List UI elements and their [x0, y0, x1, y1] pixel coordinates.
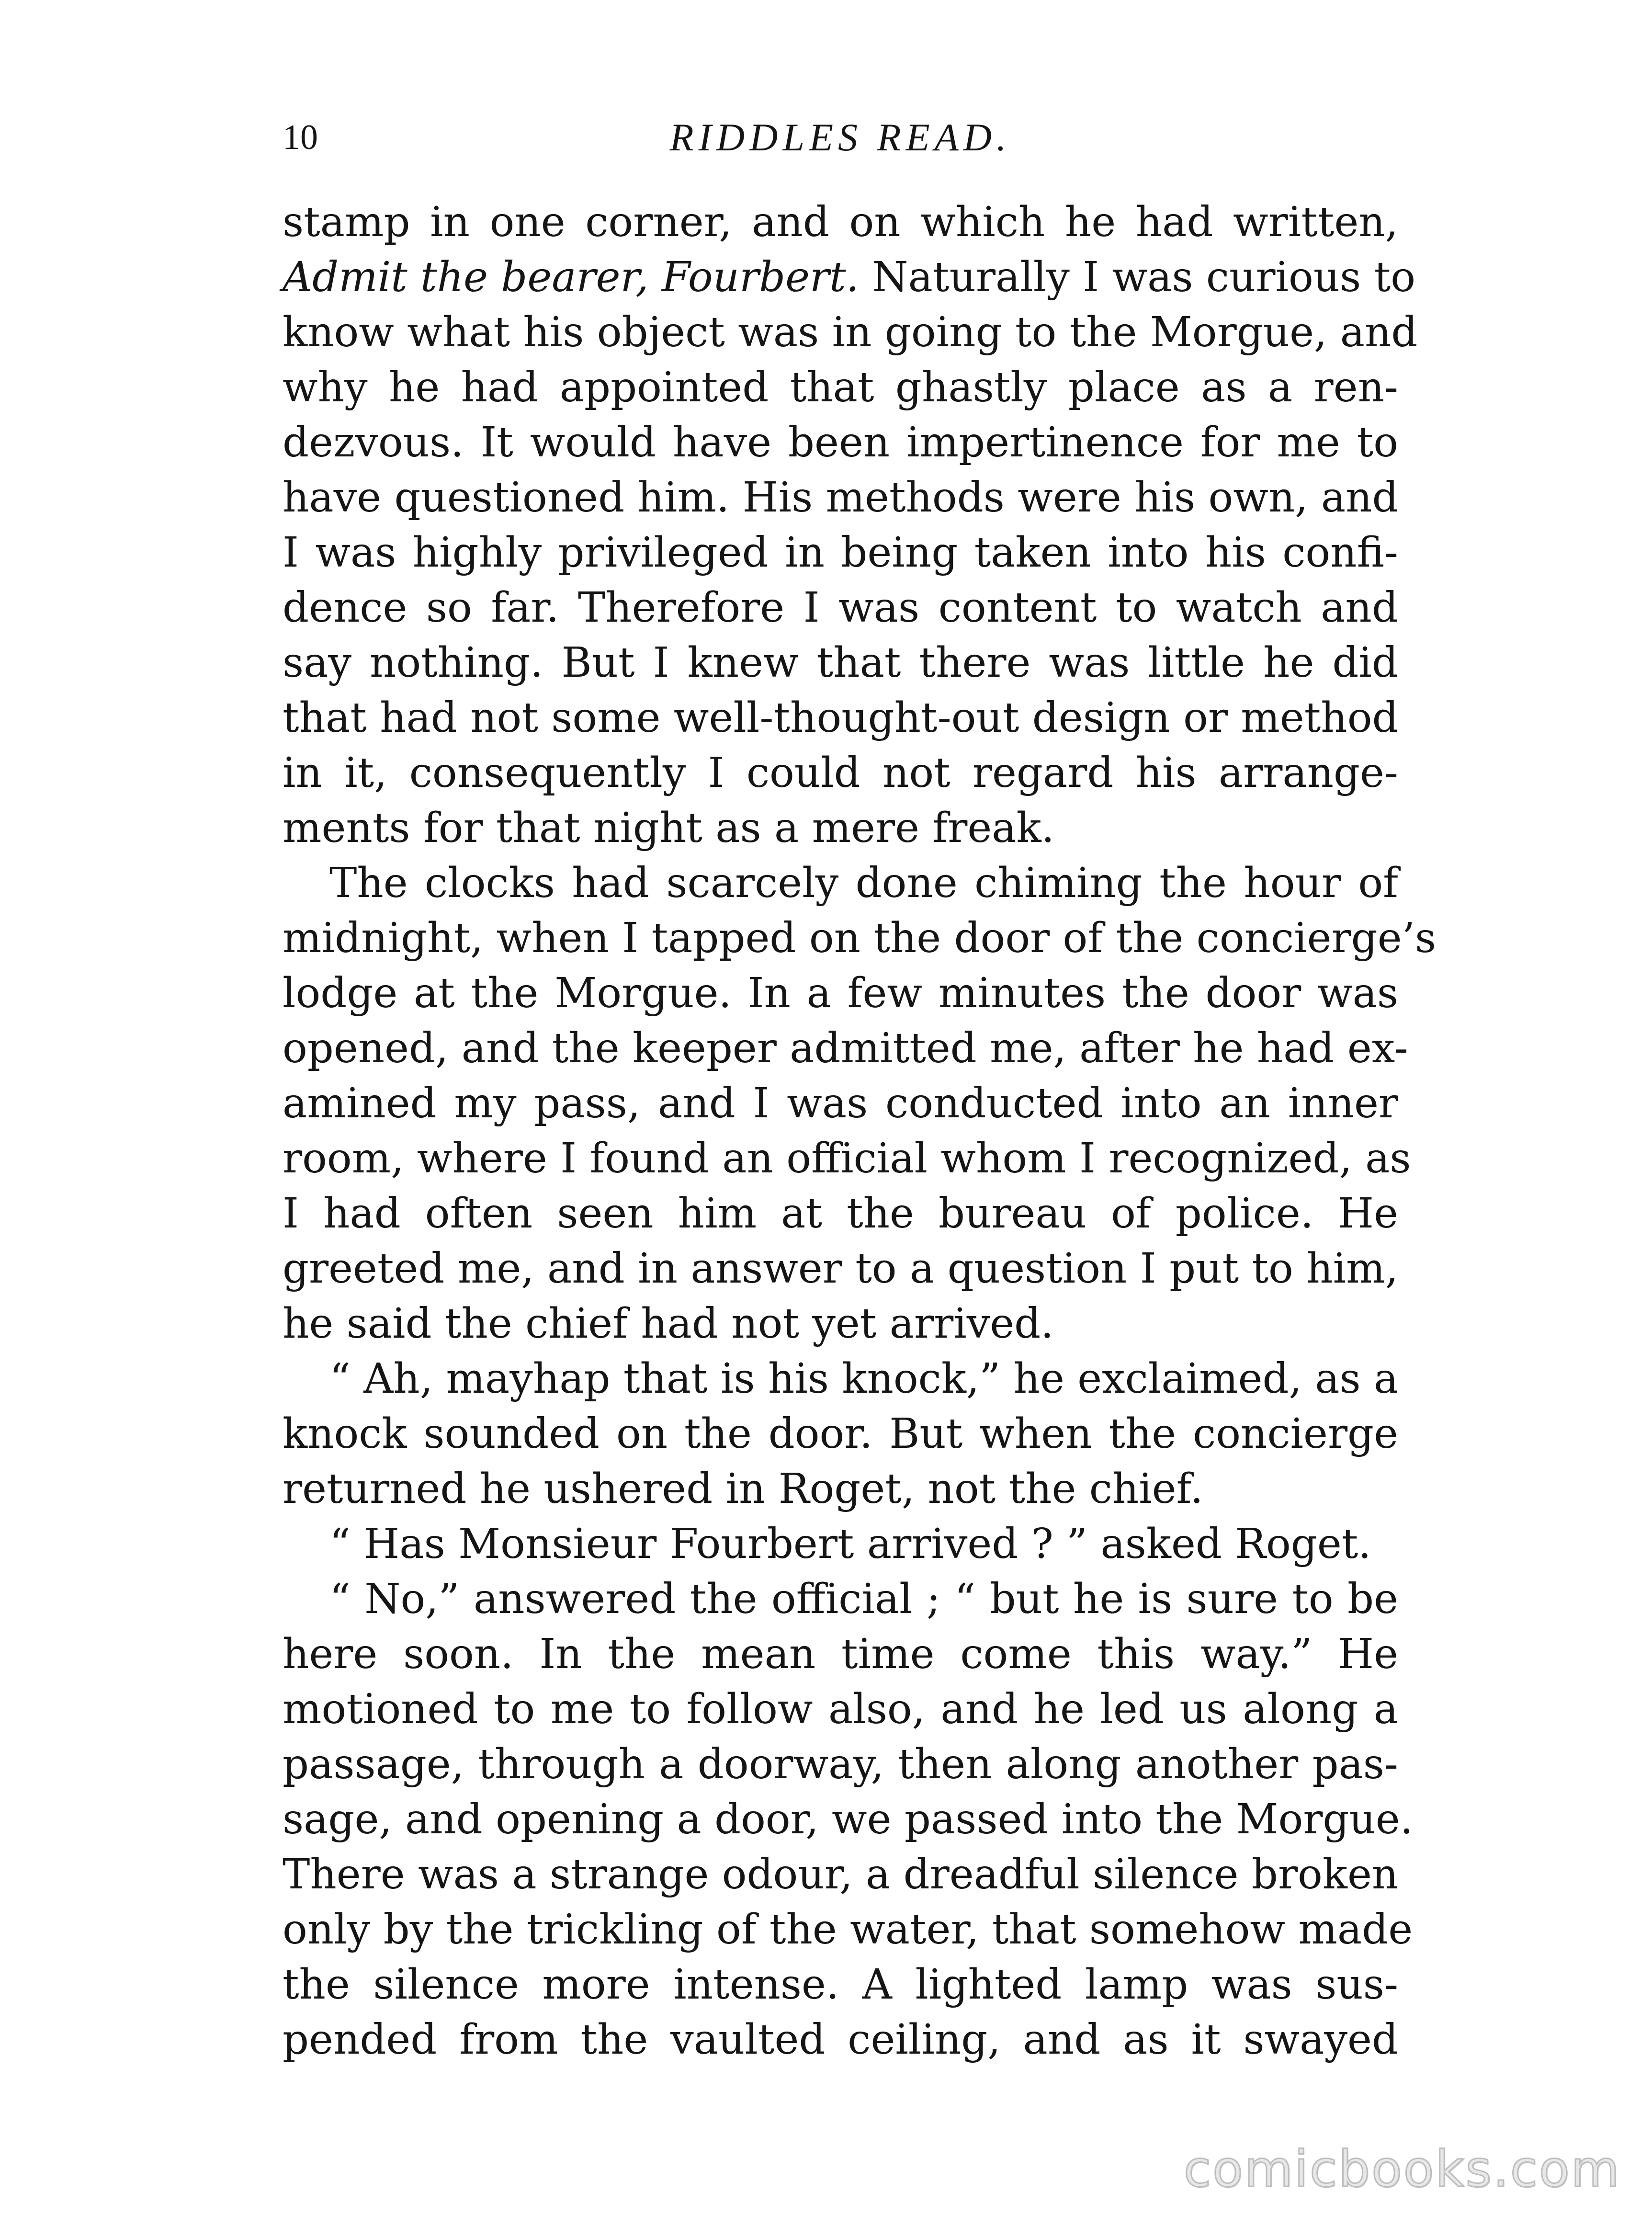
text-line: that had not some well-thought-out design or method: [283, 694, 1399, 742]
text-line: say nothing. But I knew that there was little he did: [283, 639, 1398, 687]
text-line: sage, and opening a door, we passed into the Morgue.: [283, 1795, 1414, 1843]
text-line: know what his object was in going to the Morgue, and: [283, 308, 1418, 356]
body-text: [283, 195, 1437, 2068]
page-number: 10: [283, 118, 318, 157]
text-line: “ Has Monsieur Fourbert arrived ? ” asked Roget.: [329, 1520, 1371, 1568]
italic-note: Admit the bearer, Fourbert.: [283, 253, 860, 301]
running-head: [283, 111, 1398, 169]
text-line: “ Ah, mayhap that is his knock,” he exclaimed, as a: [329, 1355, 1399, 1403]
text-line: lodge at the Morgue. In a few minutes the door was: [283, 969, 1398, 1017]
text-line: stamp in one corner, and on which he had written,: [283, 198, 1398, 246]
text-line: ments for that night as a mere freak.: [283, 804, 1054, 852]
running-title: RIDDLES READ.: [669, 115, 1011, 159]
text-line: only by the trickling of the water, that somehow made: [283, 1906, 1413, 1954]
text-line: returned he ushered in Roget, not the chief.: [283, 1465, 1203, 1513]
text-line: [283, 250, 1415, 305]
text-line: There was a strange odour, a dreadful silence broken: [283, 1851, 1399, 1898]
text-line: midnight, when I tapped on the door of the concierge’s: [283, 914, 1437, 962]
text-line: I had often seen him at the bureau of police. He: [283, 1190, 1398, 1238]
text-line: motioned to me to follow also, and he led us along a: [283, 1685, 1398, 1733]
text-line: here soon. In the mean time come this way.” He: [283, 1630, 1398, 1678]
text-line: opened, and the keeper admitted me, after he had ex-: [283, 1024, 1408, 1072]
text-fragment: Naturally I was curious to: [872, 253, 1415, 301]
text-line: dence so far. Therefore I was content to watch and: [283, 584, 1398, 632]
text-line: in it, consequently I could not regard his arrange-: [283, 749, 1398, 797]
text-line: greeted me, and in answer to a question I put to him,: [283, 1245, 1398, 1293]
text-line: “ No,” answered the official ; “ but he is sure to be: [329, 1575, 1398, 1623]
text-line: he said the chief had not yet arrived.: [283, 1300, 1054, 1348]
text-line: the silence more intense. A lighted lamp was sus-: [283, 1961, 1398, 2009]
text-line: why he had appointed that ghastly place as a ren-: [283, 364, 1398, 411]
text-line: I was highly privileged in being taken into his confi-: [283, 529, 1398, 577]
watermark: comicbooks.com: [1183, 2140, 1621, 2198]
text-line: dezvous. It would have been impertinence for me to: [283, 419, 1398, 466]
text-line: passage, through a doorway, then along another pas-: [283, 1740, 1398, 1788]
text-line: The clocks had scarcely done chiming the hour of: [329, 859, 1398, 907]
text-line: room, where I found an official whom I recognized, as: [283, 1135, 1411, 1182]
text-line: amined my pass, and I was conducted into an inner: [283, 1079, 1398, 1127]
text-line: pended from the vaulted ceiling, and as it swayed: [283, 2016, 1398, 2064]
text-line: knock sounded on the door. But when the concierge: [283, 1410, 1398, 1458]
text-line: have questioned him. His methods were his own, and: [283, 474, 1399, 522]
